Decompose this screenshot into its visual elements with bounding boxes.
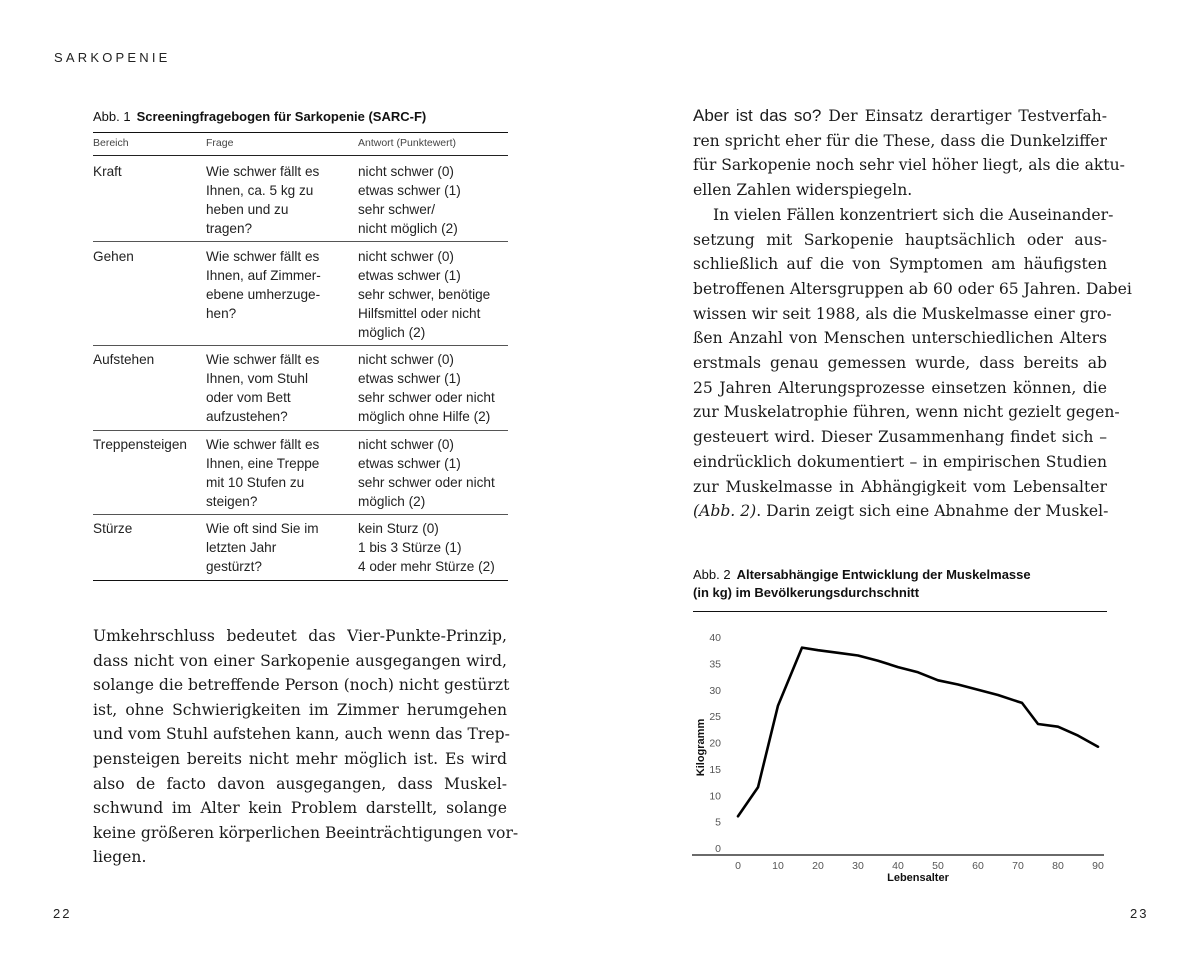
row-frage: Wie schwer fällt es Ihnen, vom Stuhl oder vom Bett aufzustehen? bbox=[206, 352, 320, 424]
figure2-title-line2: (in kg) im Bevölkerungsdurchschnitt bbox=[693, 584, 920, 600]
page-number-right: 23 bbox=[1130, 906, 1149, 921]
text-line: 25 Jahren Alterungsprozesse einsetzen können, die bbox=[693, 378, 1107, 397]
x-tick-label: 70 bbox=[1012, 860, 1024, 872]
row-bereich: Treppensteigen bbox=[93, 437, 187, 452]
y-tick-label: 25 bbox=[709, 711, 721, 724]
text-line: zur Muskelmasse in Abhängigkeit vom Lebensalter bbox=[693, 477, 1107, 496]
y-tick-label: 15 bbox=[709, 763, 721, 776]
y-tick-label: 10 bbox=[709, 790, 721, 803]
x-tick-label: 60 bbox=[972, 860, 984, 872]
row-antwort: kein Sturz (0) 1 bis 3 Stürze (1) 4 oder mehr Stürze (2) bbox=[358, 521, 495, 574]
y-axis-label: Kilogramm bbox=[695, 718, 707, 777]
muscle-mass-series-line bbox=[738, 648, 1098, 817]
figure2-title-line1: Altersabhängige Entwicklung der Muskelmasse bbox=[736, 567, 1031, 582]
y-tick-label: 35 bbox=[709, 658, 721, 671]
text-line: ellen Zahlen widerspiegeln. bbox=[693, 181, 913, 200]
row-antwort: nicht schwer (0) etwas schwer (1) sehr schwer, benötige Hilfsmittel oder nicht möglich (2) bbox=[358, 249, 491, 340]
x-tick-label: 50 bbox=[932, 860, 944, 872]
text-line: wissen wir seit 1988, als die Muskelmasse einer gro- bbox=[693, 304, 1112, 323]
text-line: erstmals genau gemessen wurde, dass bereits ab bbox=[693, 354, 1107, 373]
text-line: pensteigen bereits nicht mehr möglich ist. Es wird bbox=[93, 749, 507, 768]
text-line: keine größeren körperlichen Beeinträchtigungen vor- bbox=[93, 823, 519, 842]
row-bereich: Kraft bbox=[93, 164, 122, 179]
page-number-left: 22 bbox=[53, 906, 72, 921]
row-divider bbox=[93, 345, 508, 346]
text-line: schließlich auf die von Symptomen am häufigsten bbox=[693, 255, 1107, 274]
y-tick-label: 20 bbox=[709, 737, 721, 750]
figure1-caption bbox=[93, 109, 426, 124]
row-bereich: Gehen bbox=[93, 249, 134, 264]
text-line: schwund im Alter kein Problem darstellt, solange bbox=[93, 799, 507, 818]
figure2-top-rule bbox=[693, 611, 1107, 612]
x-tick-label: 30 bbox=[852, 860, 864, 872]
text-line: und vom Stuhl aufstehen kann, auch wenn das Trep- bbox=[93, 725, 510, 744]
row-antwort: nicht schwer (0) etwas schwer (1) sehr schwer oder nicht möglich ohne Hilfe (2) bbox=[358, 352, 495, 424]
right-body-text bbox=[693, 104, 1132, 524]
text-line: In vielen Fällen konzentriert sich die Auseinander- bbox=[713, 205, 1114, 224]
lead-question: Aber ist das so? bbox=[693, 106, 822, 125]
row-divider bbox=[93, 514, 508, 515]
row-antwort: nicht schwer (0) etwas schwer (1) sehr schwer/ nicht möglich (2) bbox=[358, 164, 461, 236]
text-line: eindrücklich dokumentiert – in empirischen Studien bbox=[693, 452, 1107, 471]
figure-reference: (Abb. 2) bbox=[693, 502, 757, 521]
table-bottom-rule bbox=[93, 580, 508, 581]
text-line: solange die betreffende Person (noch) nicht gestürzt bbox=[93, 676, 510, 695]
text-line: Aber ist das so? Der Einsatz derartiger Testverfah- bbox=[693, 106, 1107, 125]
text-line: dass nicht von einer Sarkopenie ausgegangen wird, bbox=[93, 651, 507, 670]
y-tick-label: 40 bbox=[709, 632, 721, 644]
figure1-label: Abb. 1 bbox=[93, 109, 131, 124]
row-divider bbox=[93, 241, 508, 242]
row-frage: Wie schwer fällt es Ihnen, eine Treppe mit 10 Stufen zu steigen? bbox=[206, 437, 320, 509]
text-line: Umkehrschluss bedeutet das Vier-Punkte-Prinzip, bbox=[93, 627, 507, 645]
row-bereich: Stürze bbox=[93, 521, 133, 536]
x-tick-label: 20 bbox=[812, 860, 824, 872]
x-tick-label: 80 bbox=[1052, 860, 1064, 872]
text-line: für Sarkopenie noch sehr viel höher liegt, als die aktu- bbox=[693, 156, 1125, 175]
text-line: also de facto davon ausgegangen, dass Muskel- bbox=[93, 774, 507, 793]
row-divider bbox=[93, 430, 508, 431]
left-body-text bbox=[93, 624, 519, 870]
text-line: setzung mit Sarkopenie hauptsächlich oder aus- bbox=[693, 230, 1107, 249]
row-bereich: Aufstehen bbox=[93, 352, 155, 367]
y-tick-label: 0 bbox=[715, 843, 721, 855]
muscle-mass-chart bbox=[680, 620, 1110, 890]
figure2-caption bbox=[693, 566, 1031, 601]
text-line: betroffenen Altersgruppen ab 60 oder 65 Jahren. Dabei bbox=[693, 279, 1132, 298]
text-line: ßen Anzahl von Menschen unterschiedlichen Alters bbox=[693, 329, 1107, 348]
row-frage: Wie schwer fällt es Ihnen, ca. 5 kg zu heben und zu tragen? bbox=[206, 164, 320, 236]
text-line: ist, ohne Schwierigkeiten im Zimmer herumgehen bbox=[93, 700, 507, 719]
figure2-label: Abb. 2 bbox=[693, 567, 731, 582]
y-tick-label: 30 bbox=[709, 684, 721, 697]
header-antwort: Antwort (Punktewert) bbox=[358, 137, 457, 149]
text-line: gesteuert wird. Dieser Zusammenhang findet sich – bbox=[693, 428, 1107, 447]
table-header-rule bbox=[93, 155, 508, 156]
header-frage: Frage bbox=[206, 137, 234, 149]
row-antwort: nicht schwer (0) etwas schwer (1) sehr schwer oder nicht möglich (2) bbox=[358, 437, 495, 509]
running-head: SARKOPENIE bbox=[54, 50, 171, 65]
row-frage: Wie oft sind Sie im letzten Jahr gestürzt? bbox=[206, 521, 319, 574]
text-line: liegen. bbox=[93, 848, 147, 867]
x-tick-label: 10 bbox=[772, 860, 784, 872]
x-tick-label: 90 bbox=[1092, 860, 1104, 872]
x-tick-label: 40 bbox=[892, 860, 904, 872]
text-line: (Abb. 2). Darin zeigt sich eine Abnahme der Muskel- bbox=[693, 502, 1109, 521]
table-top-rule bbox=[93, 132, 508, 133]
figure1-title: Screeningfragebogen für Sarkopenie (SARC-F) bbox=[136, 109, 427, 124]
row-frage: Wie schwer fällt es Ihnen, auf Zimmer- ebene umherzuge- hen? bbox=[206, 249, 321, 321]
text-line: ren spricht eher für die These, dass die Dunkelziffer bbox=[693, 131, 1107, 150]
x-tick-label: 0 bbox=[735, 860, 741, 872]
x-axis-label: Lebensalter bbox=[887, 872, 949, 884]
y-tick-label: 5 bbox=[715, 816, 721, 829]
header-bereich: Bereich bbox=[93, 137, 129, 149]
text-line: zur Muskelatrophie führen, wenn nicht gezielt gegen- bbox=[693, 403, 1120, 422]
